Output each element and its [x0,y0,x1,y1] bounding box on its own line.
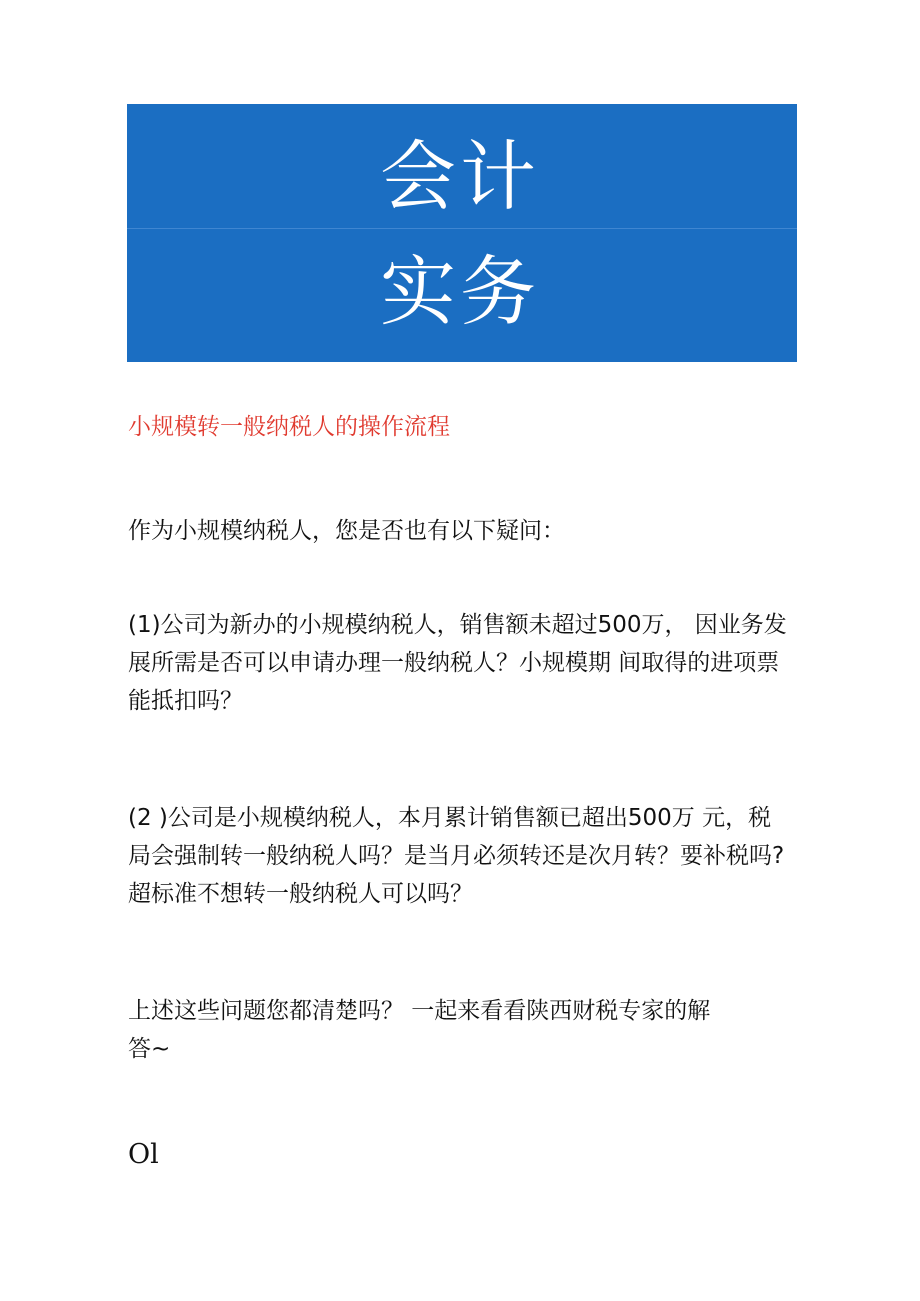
intro-text: 作为小规模纳税人，您是否也有以下疑问： [128,518,565,544]
banner-title-line2: 实务 [380,247,540,336]
outro-line: 上述这些问题您都清楚吗？ 一起来看看陕西财税专家的解 [128,998,711,1024]
question-1-line: 能抵扣吗？ [128,688,243,714]
intro-paragraph [128,512,808,550]
question-1-line: (1)公司为新办的小规模纳税人，销售额未超过500万， 因业务发 [128,612,787,638]
outro-paragraph [128,992,808,1068]
section-number [128,1136,808,1174]
document-title: 小规模转一般纳税人的操作流程 [128,414,450,440]
section-number-text: Ol [128,1139,159,1170]
question-2-line: 局会强制转一般纳税人吗？是当月必须转还是次月转？要补税吗? [128,843,785,869]
question-2-line: 超标准不想转一般纳税人可以吗？ [128,881,473,907]
question-1-line: 展所需是否可以申请办理一般纳税人？小规模期 间取得的进项票 [128,650,780,676]
question-2-line: (2 )公司是小规模纳税人，本月累计销售额已超出500万 元，税 [128,805,772,831]
question-2-paragraph [128,799,808,913]
outro-line: 答~ [128,1036,171,1062]
question-1-paragraph [128,606,808,720]
banner-divider [127,228,797,229]
banner-title-line1: 会计 [380,132,540,221]
